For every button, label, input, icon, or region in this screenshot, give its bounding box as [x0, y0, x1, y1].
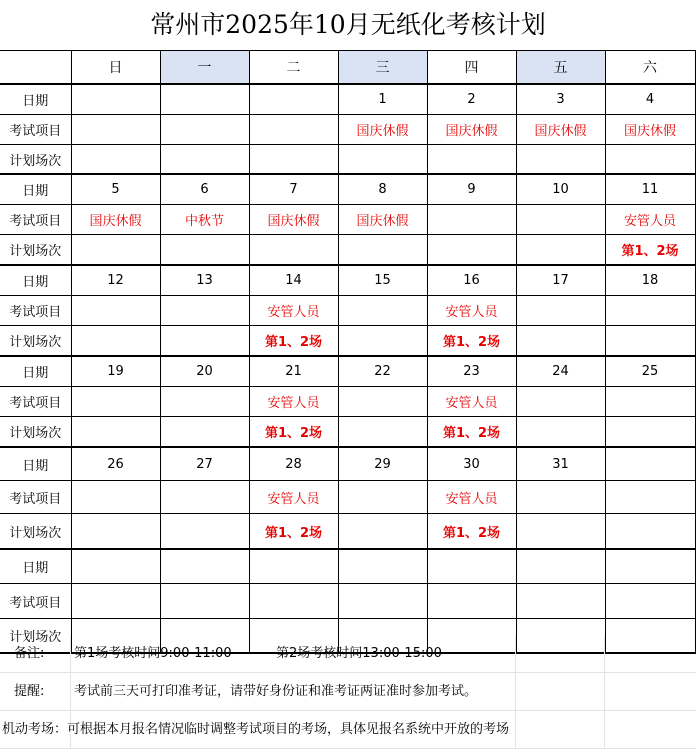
date-cell: 6	[160, 174, 249, 205]
flex-room-text: 机动考场：可根据本月报名情况临时调整考试项目的考场，具体见报名系统中开放的考场	[2, 722, 510, 737]
exam-item-cell	[338, 296, 427, 326]
date-cell: 25	[605, 356, 695, 387]
row-label: 考试项目	[0, 387, 71, 417]
session-cell	[71, 145, 160, 175]
session-cell	[71, 514, 160, 550]
session-row	[0, 145, 695, 175]
remark-row	[0, 635, 696, 673]
exam-item-cell	[160, 584, 249, 619]
remark-label: 备注:	[14, 646, 45, 661]
row-label: 考试项目	[0, 115, 71, 145]
row-label: 日期	[0, 174, 71, 205]
reminder-text: 考试前三天可打印准考证，请带好身份证和准考证两证准时参加考试。	[74, 684, 478, 699]
date-cell: 10	[516, 174, 605, 205]
session-cell	[71, 235, 160, 266]
exam-item-cell	[160, 296, 249, 326]
exam-item-cell: 安管人员	[249, 387, 338, 417]
exam-item-cell	[605, 387, 695, 417]
exam-item-cell	[605, 296, 695, 326]
session-cell	[516, 417, 605, 448]
date-cell: 2	[427, 84, 516, 115]
session-cell	[605, 145, 695, 175]
session-cell: 第1、2场	[249, 417, 338, 448]
exam-item-cell	[338, 584, 427, 619]
session-cell: 第1、2场	[427, 417, 516, 448]
session-cell	[516, 326, 605, 357]
row-label: 考试项目	[0, 205, 71, 235]
session-cell	[338, 514, 427, 550]
exam-item-cell	[605, 584, 695, 619]
session-cell	[427, 145, 516, 175]
date-cell: 28	[249, 447, 338, 481]
date-cell: 14	[249, 265, 338, 296]
date-cell: 26	[71, 447, 160, 481]
session-cell	[160, 235, 249, 266]
date-cell	[516, 549, 605, 584]
date-cell: 23	[427, 356, 516, 387]
date-cell	[160, 84, 249, 115]
session-cell	[160, 417, 249, 448]
date-row	[0, 84, 695, 115]
row-label: 计划场次	[0, 326, 71, 357]
date-cell	[338, 549, 427, 584]
exam-item-cell: 安管人员	[427, 387, 516, 417]
date-cell: 1	[338, 84, 427, 115]
exam-item-cell: 安管人员	[427, 481, 516, 514]
date-cell: 18	[605, 265, 695, 296]
row-label: 日期	[0, 447, 71, 481]
row-label: 计划场次	[0, 145, 71, 175]
date-cell	[71, 549, 160, 584]
date-cell: 15	[338, 265, 427, 296]
session1-time: 第1场考核时间9:00-11:00	[74, 646, 232, 661]
exam-item-cell: 安管人员	[249, 481, 338, 514]
exam-item-cell	[160, 115, 249, 145]
session-cell	[516, 145, 605, 175]
weekday-tue: 二	[249, 51, 338, 85]
exam-item-cell: 安管人员	[249, 296, 338, 326]
exam-item-cell: 中秋节	[160, 205, 249, 235]
exam-item-row	[0, 481, 695, 514]
session-cell	[71, 326, 160, 357]
row-label: 计划场次	[0, 235, 71, 266]
exam-item-row	[0, 296, 695, 326]
session-cell	[605, 417, 695, 448]
date-cell: 16	[427, 265, 516, 296]
row-label: 日期	[0, 549, 71, 584]
session-cell	[338, 326, 427, 357]
date-cell: 31	[516, 447, 605, 481]
exam-item-cell	[427, 205, 516, 235]
reminder-row	[0, 673, 696, 711]
session-row	[0, 326, 695, 357]
session-cell	[160, 145, 249, 175]
exam-item-cell: 国庆休假	[605, 115, 695, 145]
exam-item-row	[0, 387, 695, 417]
weekday-mon: 一	[160, 51, 249, 85]
exam-item-row	[0, 115, 695, 145]
session-row	[0, 235, 695, 266]
date-row	[0, 174, 695, 205]
exam-item-cell	[516, 481, 605, 514]
exam-item-cell	[516, 584, 605, 619]
date-cell: 11	[605, 174, 695, 205]
date-cell	[160, 549, 249, 584]
date-cell: 13	[160, 265, 249, 296]
date-cell: 4	[605, 84, 695, 115]
date-cell: 5	[71, 174, 160, 205]
date-cell: 29	[338, 447, 427, 481]
reminder-label: 提醒:	[14, 684, 45, 699]
row-label: 日期	[0, 84, 71, 115]
row-label: 计划场次	[0, 619, 71, 654]
exam-item-cell	[71, 481, 160, 514]
date-cell	[249, 84, 338, 115]
exam-item-cell	[160, 481, 249, 514]
session-row	[0, 514, 695, 550]
exam-item-cell: 国庆休假	[249, 205, 338, 235]
row-label: 考试项目	[0, 584, 71, 619]
session-cell	[71, 417, 160, 448]
date-cell	[71, 84, 160, 115]
weekday-fri: 五	[516, 51, 605, 85]
notes-section	[0, 635, 696, 749]
exam-item-cell: 国庆休假	[516, 115, 605, 145]
date-cell	[605, 447, 695, 481]
weekday-sat: 六	[605, 51, 695, 85]
session-cell	[249, 145, 338, 175]
weekday-header-row	[0, 51, 695, 85]
exam-item-cell	[71, 296, 160, 326]
row-label: 日期	[0, 265, 71, 296]
date-cell: 20	[160, 356, 249, 387]
weekday-sun: 日	[71, 51, 160, 85]
date-cell	[605, 549, 695, 584]
exam-item-cell	[338, 387, 427, 417]
exam-item-cell	[71, 115, 160, 145]
exam-item-cell	[160, 387, 249, 417]
exam-item-cell	[71, 387, 160, 417]
date-cell	[249, 549, 338, 584]
session-cell	[338, 417, 427, 448]
date-cell: 17	[516, 265, 605, 296]
date-cell: 30	[427, 447, 516, 481]
exam-item-row	[0, 205, 695, 235]
date-cell	[427, 549, 516, 584]
row-label: 考试项目	[0, 296, 71, 326]
date-cell: 24	[516, 356, 605, 387]
row-label: 计划场次	[0, 417, 71, 448]
session-cell	[160, 514, 249, 550]
session-cell	[516, 514, 605, 550]
exam-item-cell: 安管人员	[605, 205, 695, 235]
page-title: 常州市2025年10月无纸化考核计划	[0, 0, 696, 51]
exam-item-cell: 安管人员	[427, 296, 516, 326]
session-row	[0, 417, 695, 448]
exam-item-cell	[338, 481, 427, 514]
exam-item-cell: 国庆休假	[427, 115, 516, 145]
exam-item-cell	[605, 481, 695, 514]
date-row	[0, 549, 695, 584]
date-cell: 21	[249, 356, 338, 387]
corner-cell	[0, 51, 71, 85]
calendar-table	[0, 50, 696, 654]
row-label: 计划场次	[0, 514, 71, 550]
session-cell	[160, 326, 249, 357]
flex-room-row	[0, 711, 696, 749]
exam-item-cell: 国庆休假	[71, 205, 160, 235]
exam-item-cell	[516, 387, 605, 417]
date-row	[0, 447, 695, 481]
date-cell: 27	[160, 447, 249, 481]
exam-item-cell	[249, 584, 338, 619]
session-cell: 第1、2场	[427, 326, 516, 357]
row-label: 日期	[0, 356, 71, 387]
date-cell: 3	[516, 84, 605, 115]
session-cell: 第1、2场	[249, 326, 338, 357]
session-cell	[605, 326, 695, 357]
exam-item-cell	[71, 584, 160, 619]
date-cell: 12	[71, 265, 160, 296]
exam-item-cell	[516, 205, 605, 235]
exam-item-cell: 国庆休假	[338, 205, 427, 235]
date-cell: 8	[338, 174, 427, 205]
exam-item-row	[0, 584, 695, 619]
session-cell	[249, 235, 338, 266]
date-cell: 9	[427, 174, 516, 205]
exam-item-cell	[516, 296, 605, 326]
weekday-wed: 三	[338, 51, 427, 85]
session-cell: 第1、2场	[249, 514, 338, 550]
exam-item-cell	[427, 584, 516, 619]
date-cell: 7	[249, 174, 338, 205]
date-row	[0, 356, 695, 387]
session-cell	[605, 514, 695, 550]
date-cell: 22	[338, 356, 427, 387]
row-label: 考试项目	[0, 481, 71, 514]
exam-item-cell	[249, 115, 338, 145]
session-cell: 第1、2场	[605, 235, 695, 266]
session-cell	[516, 235, 605, 266]
session-cell	[338, 235, 427, 266]
session2-time: 第2场考核时间13:00-15:00	[276, 646, 442, 661]
exam-item-cell: 国庆休假	[338, 115, 427, 145]
session-cell	[338, 145, 427, 175]
session-cell: 第1、2场	[427, 514, 516, 550]
date-row	[0, 265, 695, 296]
weekday-thu: 四	[427, 51, 516, 85]
date-cell: 19	[71, 356, 160, 387]
session-cell	[427, 235, 516, 266]
